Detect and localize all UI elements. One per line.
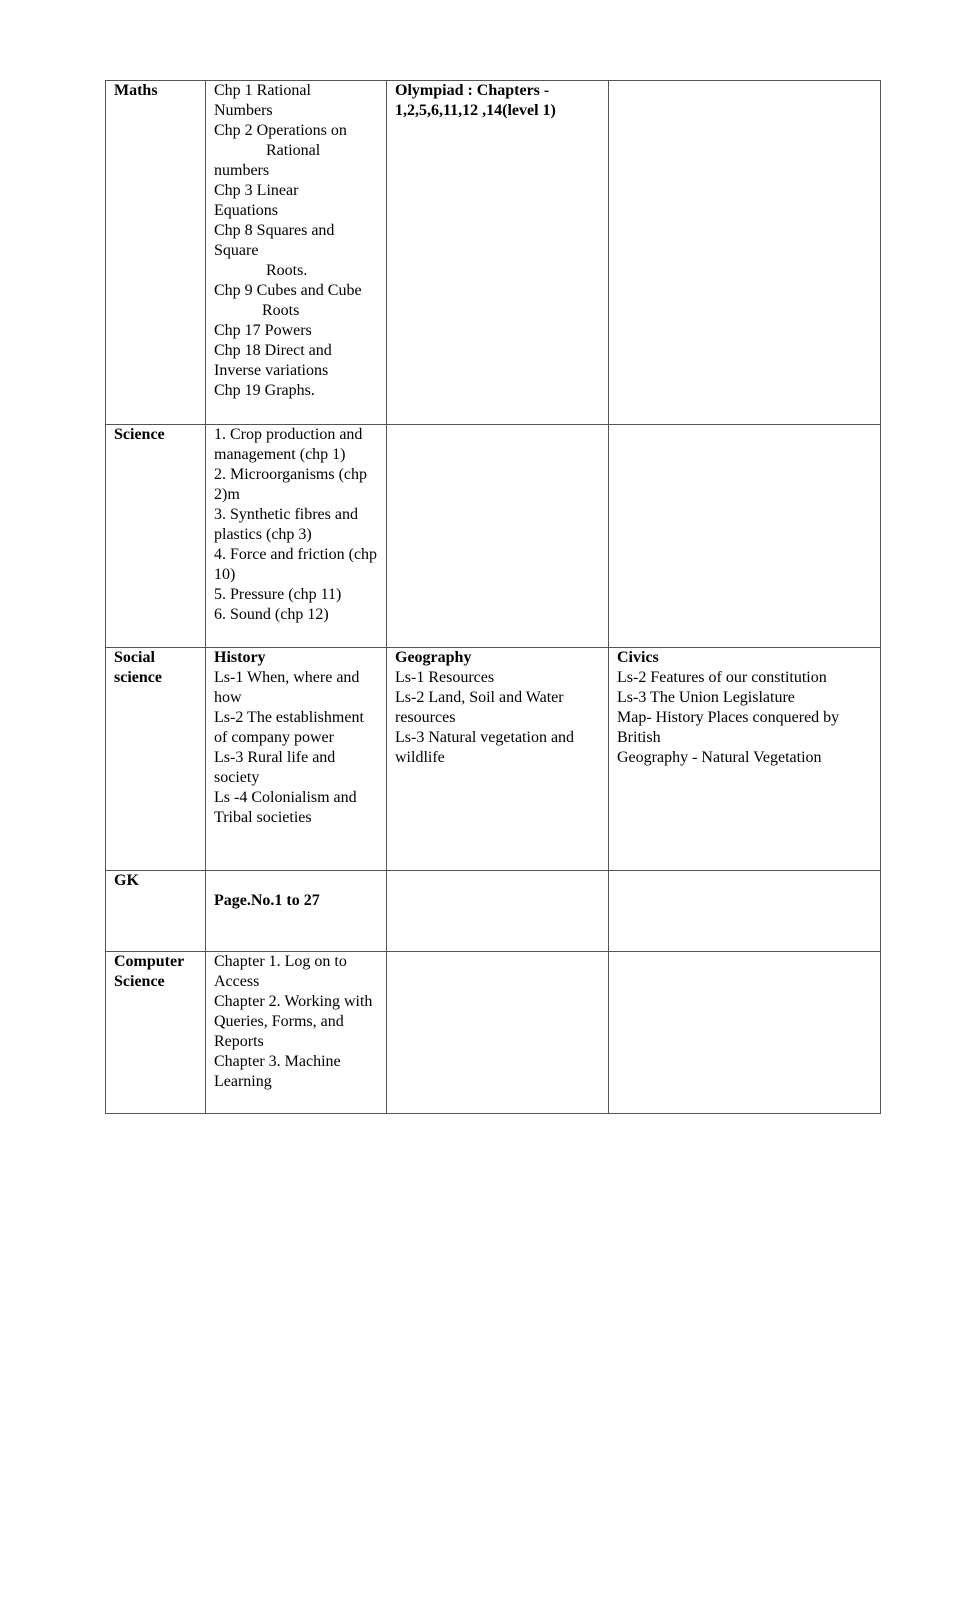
- empty-cell: [609, 952, 881, 1114]
- maths-topic: Numbers: [214, 102, 273, 119]
- history-cell: [206, 648, 387, 871]
- maths-topic: Chp 2 Operations on: [214, 122, 347, 139]
- civics-cell: [609, 648, 881, 871]
- subject-cell: [106, 871, 206, 952]
- row-social-science: [106, 648, 881, 871]
- geography-item: Ls-1 Resources: [395, 669, 495, 686]
- empty-cell: [387, 871, 609, 952]
- maths-topic: Inverse variations: [214, 362, 329, 379]
- subject-social-line2: science: [114, 669, 162, 686]
- subject-cell: [106, 952, 206, 1114]
- maths-topic: Chp 17 Powers: [214, 322, 312, 339]
- row-maths: [106, 81, 881, 425]
- science-topic: 6. Sound (chp 12): [214, 606, 329, 623]
- subject-computer-line1: Computer: [114, 953, 185, 970]
- maths-topic: Chp 1 Rational: [214, 82, 311, 99]
- science-topic: 5. Pressure (chp 11): [214, 586, 342, 603]
- computer-topics-cell: [206, 952, 387, 1114]
- maths-topic: Roots.: [266, 262, 308, 279]
- computer-topic: Chapter 1. Log on to Access: [214, 953, 347, 990]
- science-topics-cell: [206, 425, 387, 648]
- history-item: Ls -4 Colonialism and Tribal societies: [214, 789, 357, 826]
- computer-topic: Chapter 2. Working with Queries, Forms, and Reports: [214, 993, 373, 1050]
- history-item: Ls-3 Rural life and society: [214, 749, 336, 786]
- maths-topic: Square: [214, 242, 259, 259]
- empty-cell: [387, 952, 609, 1114]
- maths-topic: Chp 9 Cubes and Cube: [214, 282, 362, 299]
- maths-topic: Chp 8 Squares and: [214, 222, 335, 239]
- science-topic: 4. Force and friction (chp 10): [214, 546, 378, 583]
- history-item: Ls-1 When, where and how: [214, 669, 360, 706]
- civics-item: Map- History Places conquered by British: [617, 709, 840, 746]
- gk-pages-cell: [206, 871, 387, 952]
- civics-item: Ls-2 Features of our constitution: [617, 669, 827, 686]
- maths-topic: Equations: [214, 202, 278, 219]
- history-item: Ls-2 The establishment of company power: [214, 709, 364, 746]
- row-gk: [106, 871, 881, 952]
- empty-cell: [609, 425, 881, 648]
- science-topic: 2. Microorganisms (chp 2)m: [214, 466, 368, 503]
- computer-topic: Chapter 3. Machine Learning: [214, 1053, 341, 1090]
- syllabus-table: [105, 80, 881, 1114]
- maths-topics-cell: [206, 81, 387, 425]
- civics-item: Geography - Natural Vegetation: [617, 749, 822, 766]
- science-topic: 1. Crop production and management (chp 1): [214, 426, 363, 463]
- geography-item: Ls-2 Land, Soil and Water resources: [395, 689, 564, 726]
- subject-social-line1: Social: [114, 649, 155, 666]
- empty-cell: [609, 81, 881, 425]
- subject-cell: [106, 425, 206, 648]
- gk-pages: Page.No.1 to 27: [214, 892, 320, 909]
- maths-topic: Chp 19 Graphs.: [214, 382, 315, 399]
- subject-gk: GK: [114, 872, 139, 889]
- maths-topic: Roots: [262, 302, 300, 319]
- maths-topic: Rational: [266, 142, 321, 159]
- olympiad-note: Olympiad : Chapters - 1,2,5,6,11,12 ,14(level 1): [395, 82, 556, 119]
- empty-cell: [609, 871, 881, 952]
- maths-topic: Chp 3 Linear: [214, 182, 299, 199]
- geography-item: Ls-3 Natural vegetation and wildlife: [395, 729, 575, 766]
- civics-heading: Civics: [617, 649, 659, 666]
- subject-maths: Maths: [114, 82, 158, 99]
- subject-cell: [106, 81, 206, 425]
- maths-topic: Chp 18 Direct and: [214, 342, 332, 359]
- history-heading: History: [214, 649, 266, 666]
- science-topic: 3. Synthetic fibres and plastics (chp 3): [214, 506, 358, 543]
- empty-cell: [387, 425, 609, 648]
- geography-heading: Geography: [395, 649, 472, 666]
- civics-item: Ls-3 The Union Legislature: [617, 689, 795, 706]
- row-science: [106, 425, 881, 648]
- maths-topic: numbers: [214, 162, 270, 179]
- geography-cell: [387, 648, 609, 871]
- row-computer-science: [106, 952, 881, 1114]
- maths-olympiad-cell: [387, 81, 609, 425]
- subject-computer-line2: Science: [114, 973, 165, 990]
- subject-science: Science: [114, 426, 165, 443]
- subject-cell: [106, 648, 206, 871]
